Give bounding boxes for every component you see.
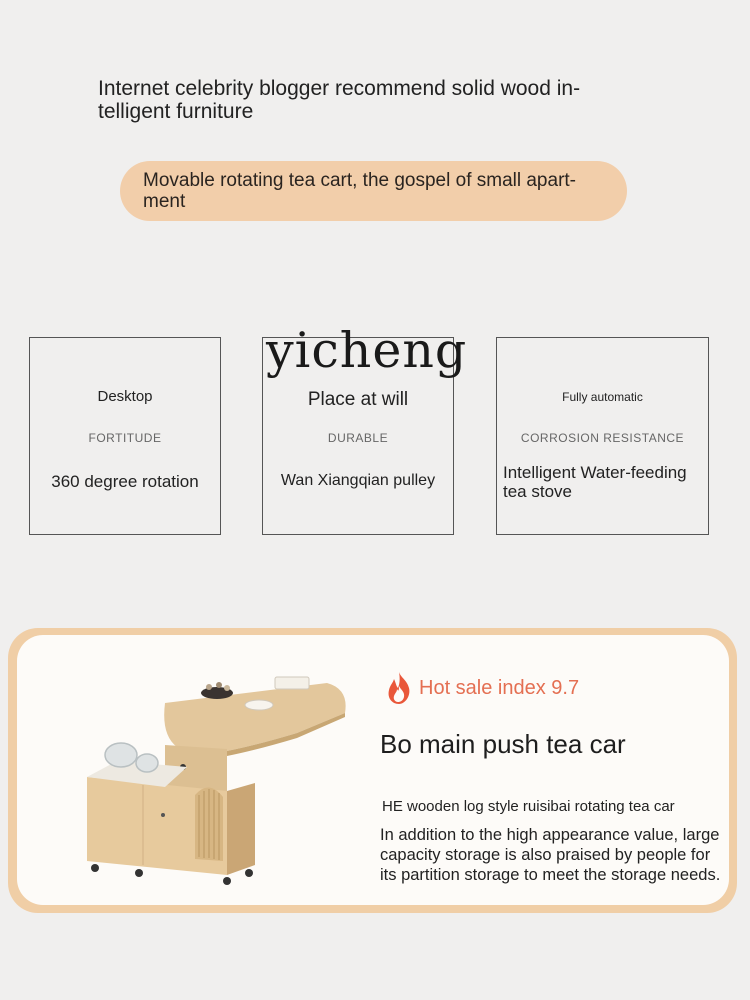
subtitle-pill xyxy=(120,161,627,221)
feature-card-desktop xyxy=(29,337,221,535)
tea-cart-image xyxy=(77,665,357,885)
product-subtitle: HE wooden log style ruisibai rotating tea car xyxy=(382,798,675,815)
product-card xyxy=(8,628,737,913)
feature-label: Place at will xyxy=(307,389,409,410)
brand-watermark: yicheng xyxy=(266,322,468,379)
product-description: In addition to the high appearance value, large capacity storage is also praised by people for its partition storage to meet the storage needs. xyxy=(380,826,721,884)
feature-tag: FORTITUDE xyxy=(88,431,162,445)
page-headline: Internet celebrity blogger recommend solid wood in- telligent furniture xyxy=(98,77,581,123)
hot-sale-text: Hot sale index 9.7 xyxy=(419,676,580,699)
feature-tag: CORROSION RESISTANCE xyxy=(520,431,685,445)
feature-label: Fully automatic xyxy=(562,390,643,404)
feature-tag: DURABLE xyxy=(327,431,389,445)
feature-desc: Wan Xiangqian pulley xyxy=(280,472,436,489)
subtitle-text: Movable rotating tea cart, the gospel of small apart- ment xyxy=(143,170,577,212)
feature-card-automatic xyxy=(496,337,709,535)
feature-desc: Intelligent Water-feeding tea stove xyxy=(503,463,687,501)
feature-label: Desktop xyxy=(97,388,153,405)
fire-icon xyxy=(383,670,415,706)
feature-desc: 360 degree rotation xyxy=(51,472,199,491)
product-card-inner xyxy=(17,635,729,905)
hot-sale-row xyxy=(383,670,579,706)
product-title: Bo main push tea car xyxy=(380,729,626,759)
